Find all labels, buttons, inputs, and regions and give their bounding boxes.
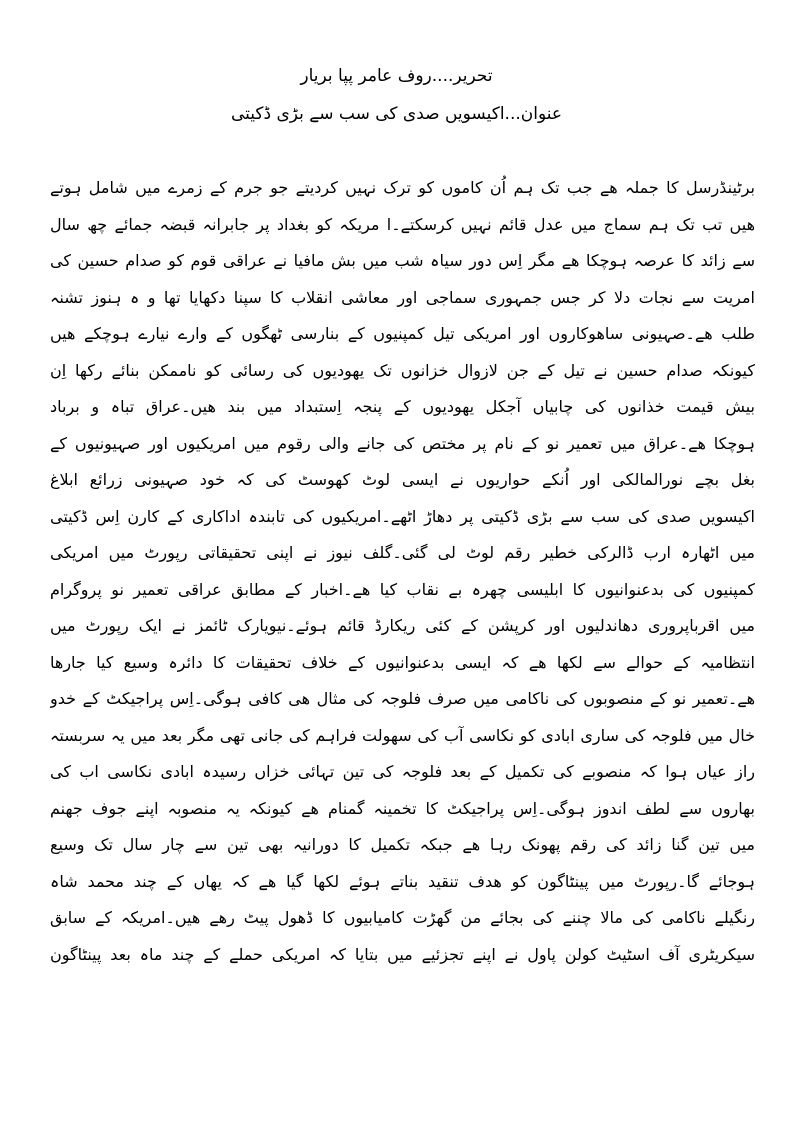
- article-title: عنوان...اکیسویں صدی کی سب سے بڑی ڈکیتی: [230, 104, 563, 124]
- body-line: ھے۔تعمیر نو کے منصوبوں کی ناکامی میں صرف فلوجہ کی مثال ھی کافی ہوگی۔اِس پراجیکٹ کے خدو: [50, 689, 755, 708]
- body-line: میں اقرباپروری دھاندلیوں اور کرپشن کے کئی ریکارڈ قائم ہوئے۔نیویارک ٹائمز نے ایک رپورٹ میں: [50, 616, 755, 635]
- body-line: ھیں تب تک ہم سماج میں عدل قائم نہیں کرسکتے۔ا مریکہ کو بغداد پر جابرانہ قبضہ جمائے چھ سال: [50, 214, 755, 234]
- body-line: سیکریٹری آف اسٹیٹ کولن پاول نے اپنے تجزئیے میں بتایا کہ امریکی حملے کے چند ماہ بعد پینٹاگون: [50, 944, 755, 964]
- body-line: بھاروں سے لطف اندوز ہوگی۔اِس پراجیکٹ کا تخمینہ گمنام ھے کیونکہ یہ منصوبہ اپنے جوف جھنم: [50, 798, 755, 818]
- body-line: میں تین گنا زائد کی رقم پھونک رہا ھے جبکہ تکمیل کا دورانیہ بھی تین سے چار سال تک وسیع: [50, 835, 755, 854]
- body-line: انتظامیہ کے حوالے سے لکھا ھے کہ ایسی بدعنوانیوں کے خلاف تحقیقات کا دائرہ وسیع کیا جارھا: [50, 652, 755, 672]
- body-line: بغل بچے نورالمالکی اور اُنکے حواریوں نے ایسی لوٹ کھوسٹ کی کہ خود صہیونی زرائع ابلاغ: [50, 470, 755, 489]
- body-line: امریت سے نجات دلا کر جس جمہوری سماجی اور معاشی انقلاب کا سپنا دکھایا تھا و ہ ہنوز تشنہ: [50, 287, 755, 307]
- body-line: سے زائد کا عرصہ ہوچکا ھے مگر اِس دور سیاہ شب میں بش مافیا نے عراقی قوم کو صدام حسین کی: [50, 251, 755, 270]
- body-line: کمپنیوں کی بدعنوانیوں کا ابلیسی چھرہ بے نقاب کیا ھے۔اخبار کے مطابق عراقی تعمیر نو پروگرام: [50, 579, 755, 599]
- body-line: اکیسویں صدی کی سب سے بڑی ڈکیتی پر دھاڑ اٹھے۔امریکیوں کی تابندہ اداکاری کے کارن اِس ڈکیتی: [50, 506, 755, 526]
- body-line: ہوجائے گا۔رپورٹ میں پینٹاگون کو ھدف تنقید بناتے ہوئے لکھا گیا ھے کہ یھاں کے چند محمد شاہ: [50, 871, 755, 891]
- body-line: ہوچکا ھے۔عراق میں تعمیر نو کے نام پر مختص کی جانے والی رقوم میں امریکیوں اور صہیونیوں کے: [50, 433, 755, 453]
- body-line: راز عیاں ہوا کہ منصوبے کی تکمیل کے بعد فلوجہ کی تین تہائی خزاں رسیدہ ابادی نکاسی اب کی: [50, 762, 755, 781]
- body-line: میں اٹھارہ ارب ڈالرکی خطیر رقم لوٹ لی گئی۔گلف نیوز نے اپنی تحقیقاتی رپورٹ میں امریکی: [50, 543, 755, 562]
- body-line: رنگیلے ناکامی کی مالا چننے کی بجائے من گھڑت کامیابیوں کا ڈھول پیٹ رھے ھیں۔امریکہ کے سابق: [50, 908, 755, 927]
- body-line: برٹینڈرسل کا جملہ ھے جب تک ہم اُن کاموں کو ترک نہیں کردیتے جو جرم کے زمرے میں شامل ہوتے: [50, 178, 755, 197]
- body-line: کیونکہ صدام حسین نے تیل کے جن لازوال خزانوں تک یھودیوں کی رسائی کو ناممکن بنائے رکھا اِن: [50, 360, 755, 380]
- article-body: [50, 170, 755, 973]
- byline: تحریر....روف عامر پپا بریار: [300, 66, 493, 86]
- body-line: خال میں فلوجہ کی ساری ابادی کو نکاسی آب کی سھولت فراہم کی جانی تھی مگر بعد میں یہ سربستہ: [50, 725, 755, 745]
- body-line: بیش قیمت خذانوں کی چابیاں آجکل یھودیوں کے پنجہ اِستبداد میں بند ھیں۔عراق تباہ و برباد: [50, 397, 755, 416]
- body-line: طلب ھے۔صہیونی ساھوکاروں اور امریکی تیل کمپنیوں کے بنارسی ٹھگوں کے وارے نیارے ہوچکے ھیں: [50, 324, 755, 343]
